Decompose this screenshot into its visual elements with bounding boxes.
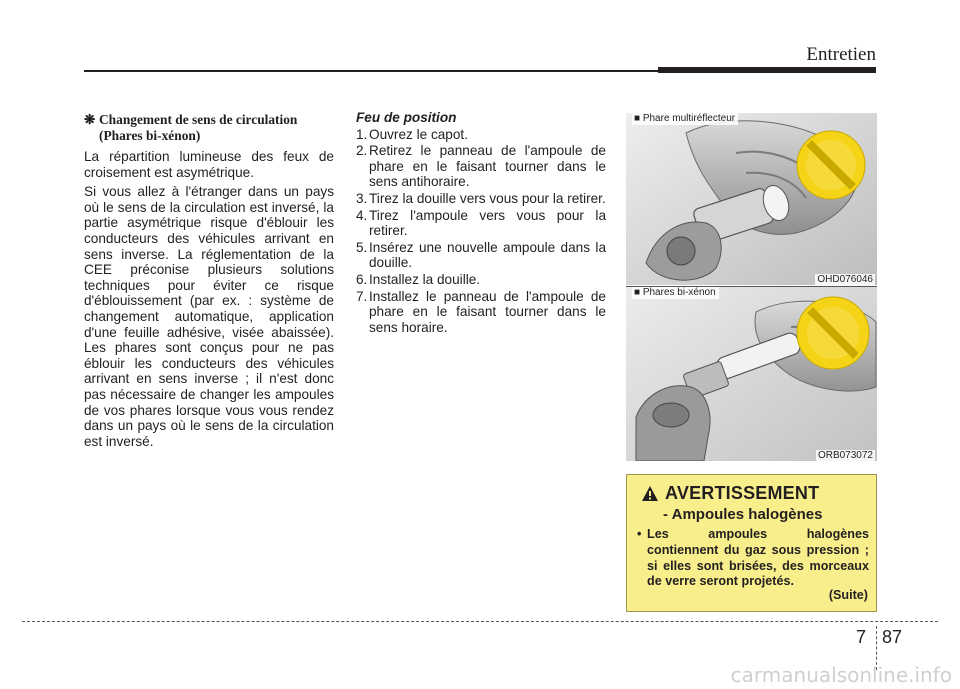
warning-text: Les ampoules halogènes contiennent du gaz sous pression ; si elles sont brisées, des morceaux de verre seront projetés. xyxy=(647,527,869,589)
list-item xyxy=(356,191,606,207)
warning-body xyxy=(637,527,869,590)
figure-caption: ■ Phares bi-xénon xyxy=(632,287,719,299)
list-item xyxy=(356,208,606,239)
warning-subtitle: - Ampoules halogènes xyxy=(663,506,823,523)
paragraph-2: Si vous allez à l'étranger dans un pays où le sens de la circulation est inversé, la partie asymétrique risque d'éblouir les conducteurs des véhicules arrivant en sens inverse. La réglementation de la CEE préconise plusieurs solutions techniques pour éviter ce risque d'éblouissement (par ex. : système de changement automatique, application d'une feuille adhésive, visée abaissée). Les phares sont conçus pour ne pas éblouir les conducteurs des véhicules arrivant en sens inverse ; il n'est donc pas nécessaire de changer les ampoules de vos phares lorsque vous vous rendez dans un pays où le sens de la circulation est inversé. xyxy=(84,184,334,449)
bullet: • xyxy=(637,527,642,541)
paragraph-1: La répartition lumineuse des feux de croisement est asymétrique. xyxy=(84,149,334,180)
illustration-hand-halogen-bulb xyxy=(626,113,877,285)
figure-bixenon-headlamp xyxy=(626,287,877,461)
step-text: Tirez la douille vers vous pour la retirer. xyxy=(369,190,606,206)
list-item xyxy=(356,143,606,190)
step-number: 2. xyxy=(356,143,368,159)
step-text: Insérez une nouvelle ampoule dans la douille. xyxy=(369,239,606,271)
list-item xyxy=(356,127,606,143)
warning-box xyxy=(626,474,877,612)
asterisk-icon: ❋ xyxy=(84,112,96,127)
warning-title: AVERTISSEMENT xyxy=(665,483,820,503)
step-text: Ouvrez le capot. xyxy=(369,126,468,142)
step-number: 3. xyxy=(356,190,368,206)
step-text: Retirez le panneau de l'ampoule de phare en le faisant tourner dans le sens antihoraire. xyxy=(369,143,606,190)
section-title-line2: (Phares bi-xénon) xyxy=(99,127,201,143)
step-number: 1. xyxy=(356,126,368,142)
middle-column xyxy=(356,110,606,336)
step-number: 7. xyxy=(356,288,368,304)
subsection-title: Feu de position xyxy=(356,110,457,125)
left-column xyxy=(84,110,334,453)
footer-rule xyxy=(22,621,938,622)
section-title xyxy=(84,112,334,143)
watermark: carmanualsonline.info xyxy=(730,663,952,687)
header-rule-thick xyxy=(658,67,876,73)
page-number: 87 xyxy=(882,627,903,647)
list-item xyxy=(356,272,606,288)
steps-list xyxy=(356,127,606,336)
warning-continued: (Suite) xyxy=(828,588,868,602)
figure-code: ORB073072 xyxy=(817,450,873,461)
list-item xyxy=(356,289,606,336)
step-number: 4. xyxy=(356,207,368,223)
figure-multireflector-headlamp xyxy=(626,113,877,285)
step-number: 6. xyxy=(356,271,368,287)
list-item xyxy=(356,240,606,271)
prohibition-icon xyxy=(797,297,869,369)
chapter-number: 7 xyxy=(856,627,867,647)
prohibition-icon xyxy=(797,131,865,199)
section-title-line1: Changement de sens de circulation xyxy=(99,112,298,127)
figure-code: OHD076046 xyxy=(817,274,873,285)
warning-triangle-icon xyxy=(641,485,659,502)
figure-caption: ■ Phare multiréflecteur xyxy=(632,113,738,125)
illustration-hand-xenon-bulb xyxy=(626,287,877,461)
step-number: 5. xyxy=(356,239,368,255)
warning-header xyxy=(641,483,819,504)
header-rule xyxy=(84,70,664,72)
step-text: Tirez l'ampoule vers vous pour la retirer. xyxy=(369,207,606,239)
step-text: Installez la douille. xyxy=(369,271,481,287)
step-text: Installez le panneau de l'ampoule de phare en le faisant tourner dans le sens horaire. xyxy=(369,288,606,335)
page-header-title: Entretien xyxy=(806,44,876,65)
